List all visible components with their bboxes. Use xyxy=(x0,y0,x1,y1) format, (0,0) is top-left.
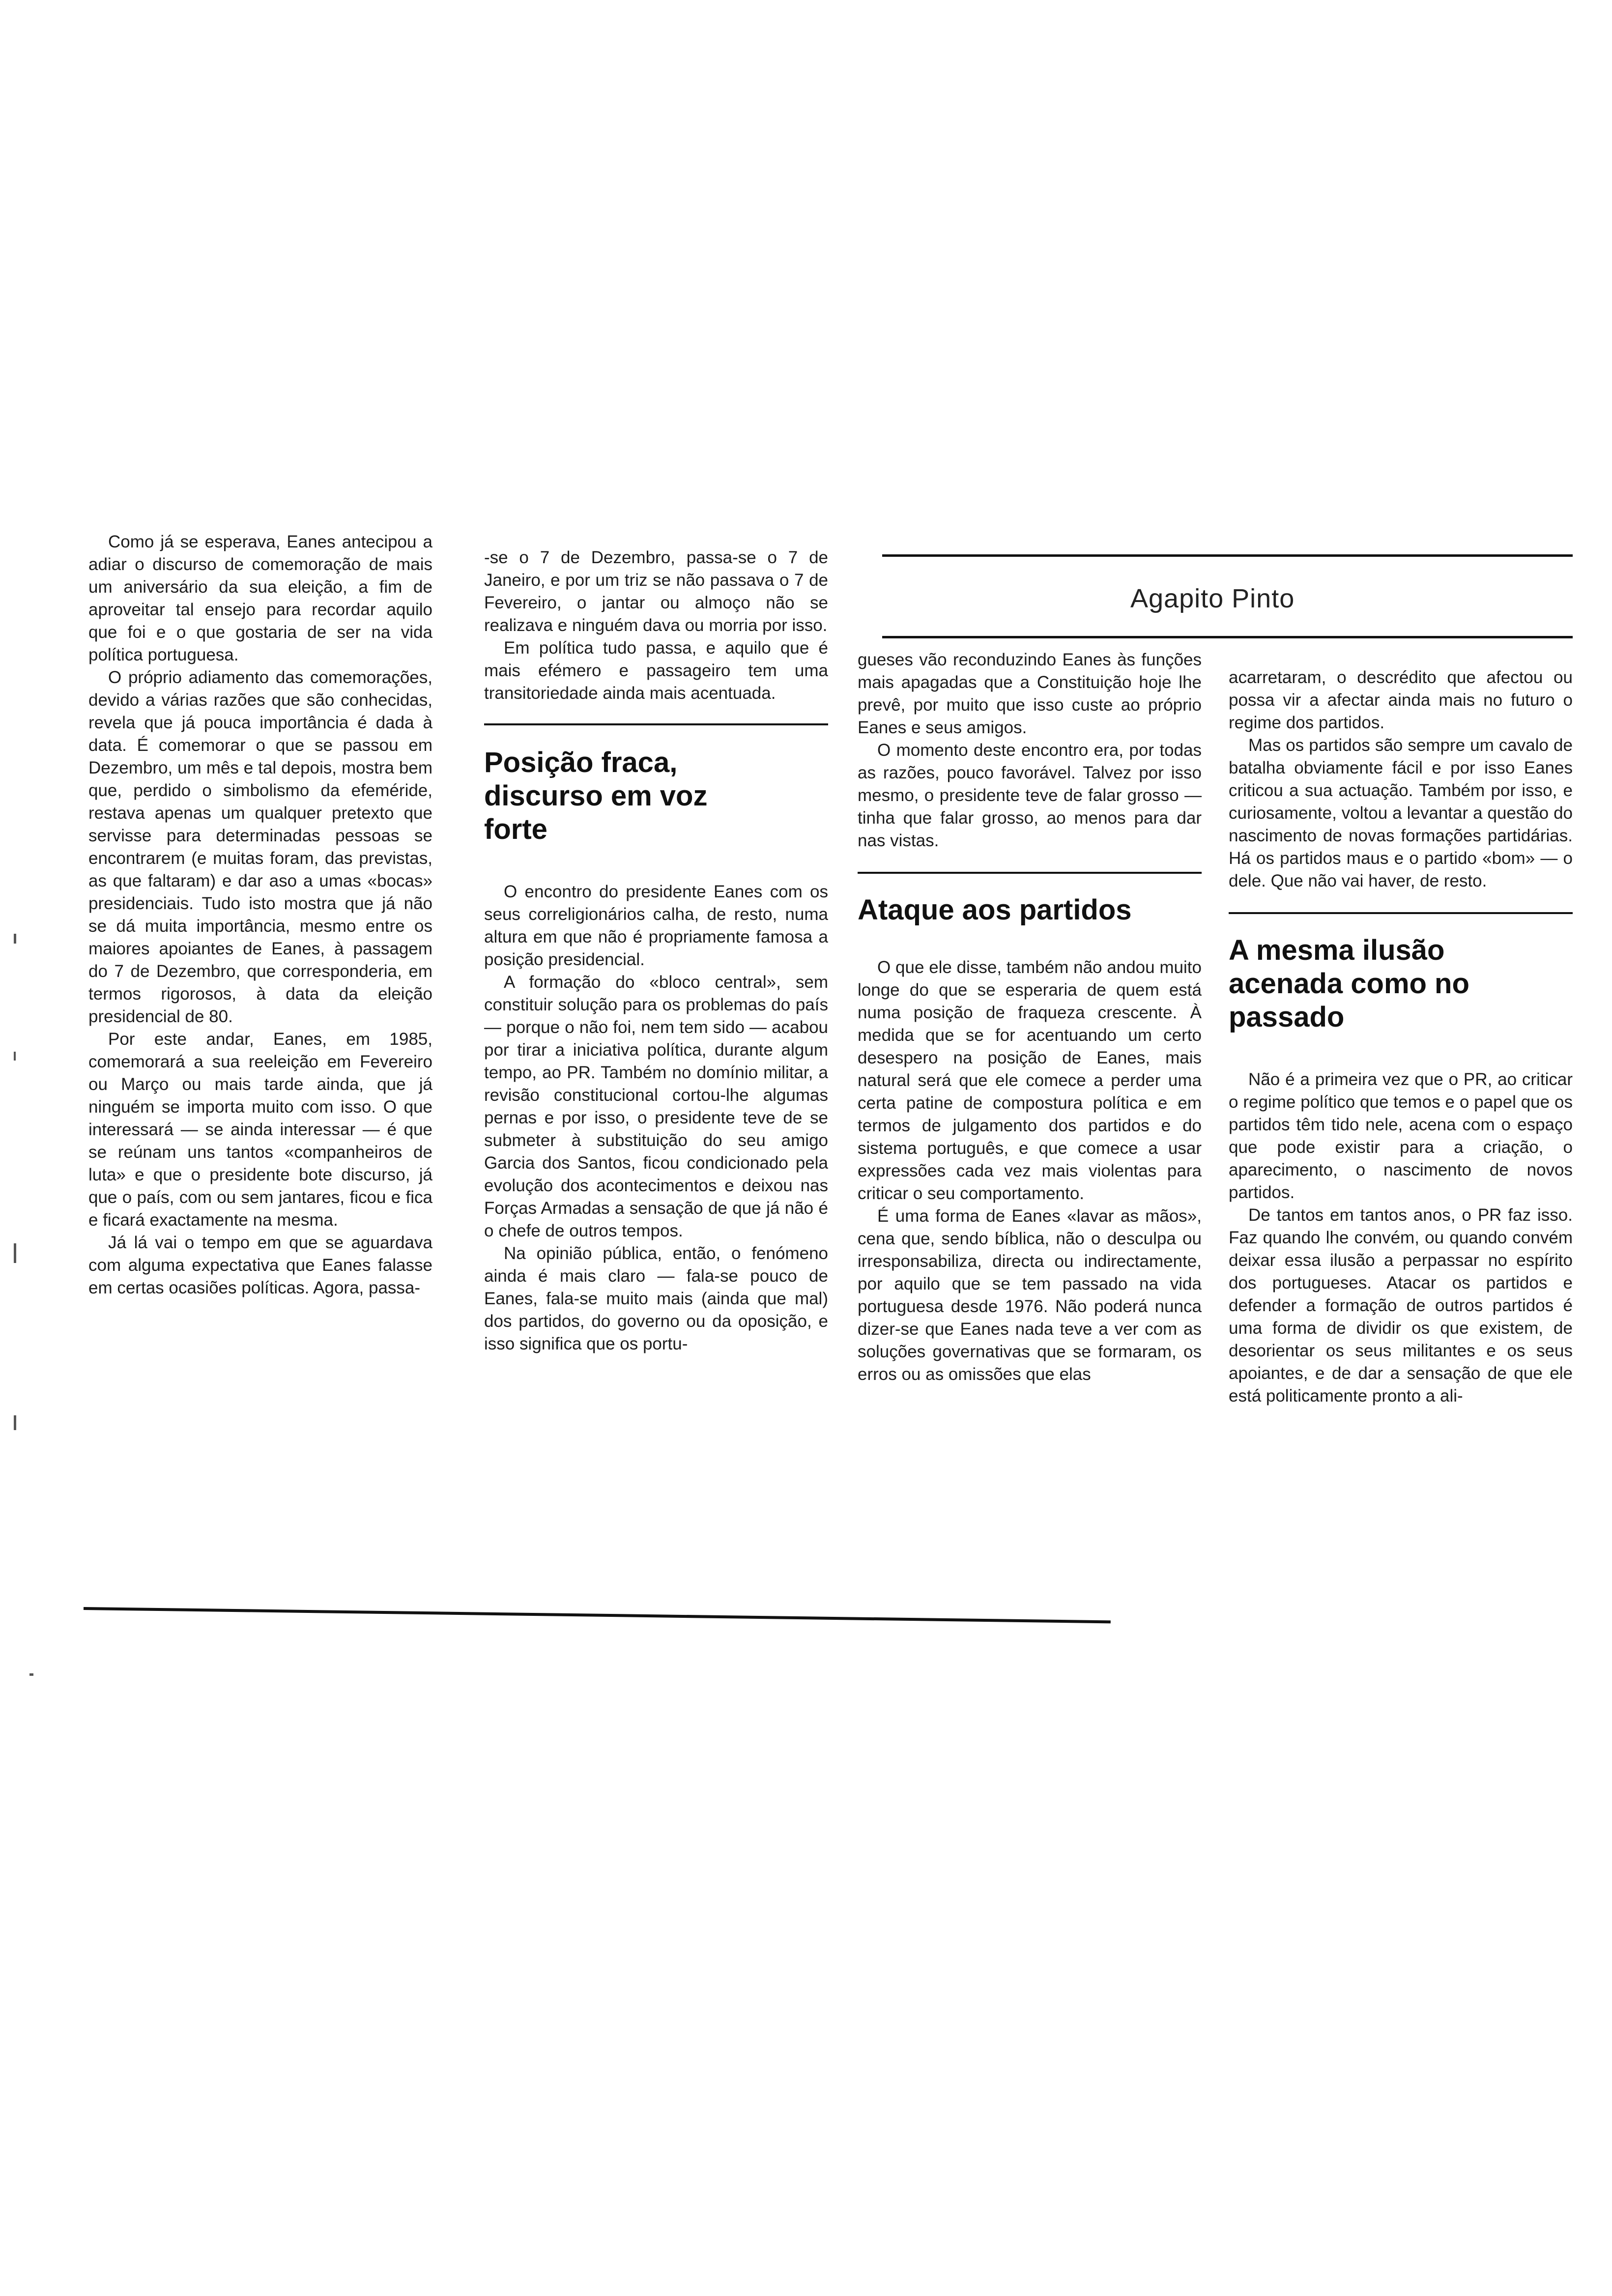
paragraph: Mas os partidos são sempre um cavalo de batalha obviamente fácil e por isso Eanes criticou a sua actuação. Também por isso, e curiosamente, voltou a levantar a questão do nascimento de novas formações partidárias. Há os partidos maus e o partido «bom» — o dele. Que não vai haver, de resto. xyxy=(1229,736,1573,890)
byline: Agapito Pinto xyxy=(1130,584,1295,613)
scan-speck xyxy=(29,1673,33,1676)
scan-speck xyxy=(14,1243,16,1263)
byline-bottom-rule xyxy=(882,636,1573,638)
bottom-rule xyxy=(84,1607,1111,1623)
scan-speck xyxy=(14,1415,16,1430)
paragraph: É uma forma de Eanes «lavar as mãos», cena que, sendo bíblica, não o desculpa ou irresponsabiliza, directa ou indirectamente, por aquilo que se tem passado na vida portuguesa desde 1976. Não poderá nunca dizer-se que Eanes nada teve a ver com as soluções governativas que se formaram, os erros ou as omissões que elas xyxy=(858,1206,1202,1384)
column-1 xyxy=(88,531,432,1299)
section-heading: Posição fraca, discurso em voz forte xyxy=(484,746,708,845)
column-2 xyxy=(484,546,828,1355)
paragraph: O que ele disse, também não andou muito longe do que se esperaria de quem está numa posição de fraqueza crescente. À medida que se for acentuando um certo desespero na posição de Eanes, mais natural será que ele comece a perder uma certa patine de compostura política e em termos de julgamento dos partidos e do sistema português, e que comece a usar expressões cada vez mais violentas para criticar o seu comportamento. xyxy=(858,958,1202,1203)
section-rule xyxy=(858,872,1202,874)
scan-speck xyxy=(14,1052,16,1061)
column-3 xyxy=(858,649,1202,1386)
byline-top-rule xyxy=(882,554,1573,557)
paragraph: Já lá vai o tempo em que se aguardava com alguma expectativa que Eanes falasse em certas ocasiões políticas. Agora, passa- xyxy=(88,1233,432,1297)
paragraph: O encontro do presidente Eanes com os seus correligionários calha, de resto, numa altura em que não é propriamente famosa a posição presidencial. xyxy=(484,882,828,969)
scan-speck xyxy=(14,934,16,944)
paragraph: Na opinião pública, então, o fenómeno ainda é mais claro — fala-se pouco de Eanes, fala-se muito mais (ainda que mal) dos partidos, do governo ou da oposição, e isso significa que os portu- xyxy=(484,1244,828,1353)
paragraph: A formação do «bloco central», sem constituir solução para os problemas do país — porque o não foi, nem tem sido — acabou por tirar a iniciativa política, durante algum tempo, ao PR. Também no domínio militar, a revisão constitucional cortou-lhe algumas pernas e por isso, o presidente teve de se submeter à substituição do seu amigo Garcia dos Santos, ficou condicionado pela evolução dos acontecimentos e deixou nas Forças Armadas a sensação de que já não é o chefe de outros tempos. xyxy=(484,973,828,1240)
paragraph: Por este andar, Eanes, em 1985, comemorará a sua reeleição em Fevereiro ou Março ou mais tarde ainda, que já ninguém se importa muito com isso. O que interessará — se ainda interessar — é que se reúnam uns tantos «companheiros de luta» e que o presidente bote discurso, já que o país, com ou sem jantares, ficou e fica e ficará exactamente na mesma. xyxy=(88,1030,432,1230)
column-4 xyxy=(1229,666,1573,1407)
paragraph: De tantos em tantos anos, o PR faz isso. Faz quando lhe convém, ou quando convém deixar essa ilusão a perpassar no espírito dos portugueses. Atacar os partidos e defender a formação de outros partidos é uma forma de dividir os que existem, de desorientar os seus militantes e os seus apoiantes, e de dar a sensação de que ele está politicamente pronto a ali- xyxy=(1229,1205,1573,1406)
paragraph: Não é a primeira vez que o PR, ao criticar o regime político que temos e o papel que os partidos têm tido nele, acena com o espaço que pode existir para a criação, o aparecimento, o nascimento de novos partidos. xyxy=(1229,1070,1573,1202)
section-rule xyxy=(1229,912,1573,914)
paragraph: Como já se esperava, Eanes antecipou a adiar o discurso de comemoração de mais um aniversário da sua eleição, a fim de aproveitar tal ensejo para recordar aquilo que foi e o que gostaria de ser na vida política portuguesa. xyxy=(88,532,432,664)
paragraph: acarretaram, o descrédito que afectou ou possa vir a afectar ainda mais no futuro o regime dos partidos. xyxy=(1229,668,1573,732)
paragraph: O próprio adiamento das comemorações, devido a várias razões que são conhecidas, revela que já pouca importância é dada à data. É comemorar o que se passou em Dezembro, um mês e tal depois, mostra bem que, perdido o simbolismo da efeméride, restava apenas um qualquer pretexto que servisse para determinadas pessoas se encontrarem (e muitas foram, das previstas, as que faltaram) e dar aso a umas «bocas» presidenciais. Tudo isto mostra que já não se dá muita importância, mesmo entre os maiores apoiantes de Eanes, à passagem do 7 de Dezembro, que corresponderia, em termos rigorosos, à data da eleição presidencial de 80. xyxy=(88,668,432,1026)
section-heading: Ataque aos partidos xyxy=(858,894,1132,926)
section-heading: A mesma ilusão acenada como no passado xyxy=(1229,934,1469,1033)
paragraph: Em política tudo passa, e aquilo que é mais efémero e passageiro tem uma transitoriedade ainda mais acentuada. xyxy=(484,638,828,703)
section-rule xyxy=(484,723,828,725)
paragraph: gueses vão reconduzindo Eanes às funções mais apagadas que a Constituição hoje lhe prevê, por muito que isso custe ao próprio Eanes e seus amigos. xyxy=(858,650,1202,737)
paragraph: O momento deste encontro era, por todas as razões, pouco favorável. Talvez por isso mesmo, o presidente teve de falar grosso — tinha que falar grosso, ao menos para dar nas vistas. xyxy=(858,741,1202,850)
paragraph: -se o 7 de Dezembro, passa-se o 7 de Janeiro, e por um triz se não passava o 7 de Fevereiro, o jantar ou almoço não se realizava e ninguém dava ou morria por isso. xyxy=(484,548,828,635)
